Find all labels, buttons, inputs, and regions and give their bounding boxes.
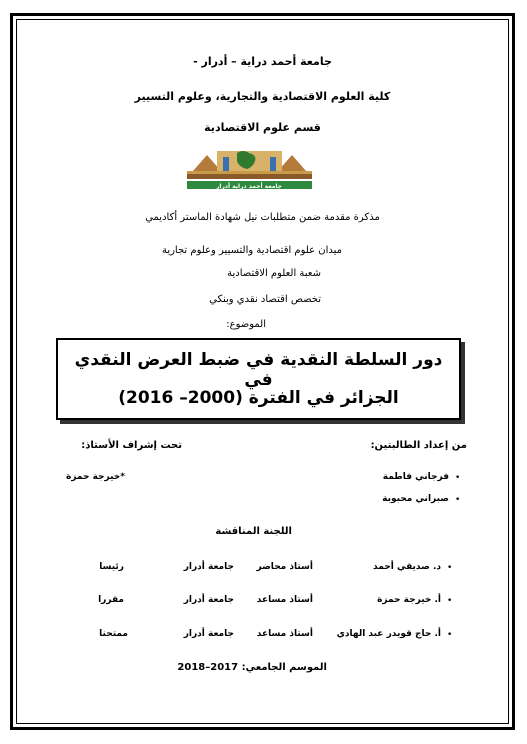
students-label: من إعداد الطالبتين:	[370, 440, 467, 451]
member-1-rank: أستاذ محاضر	[256, 562, 313, 572]
member-2-rank: أستاذ مساعد	[256, 595, 313, 605]
field-text: ميدان علوم اقتصادية والتسيير وعلوم تجارية	[161, 245, 342, 256]
academic-season: الموسم الجامعي: 2017–2018	[177, 662, 327, 673]
bullet-icon: •	[447, 596, 453, 606]
member-1-role: رئيسا	[99, 562, 124, 572]
member-2-univ: جامعة أدرار	[183, 595, 234, 605]
member-3-univ: جامعة أدرار	[183, 629, 234, 639]
bullet-icon: •	[455, 495, 461, 505]
title-line-1: دور السلطة النقدية في ضبط العرض النقدي في	[74, 350, 443, 390]
member-1-univ: جامعة أدرار	[183, 562, 234, 572]
bullet-icon: •	[447, 563, 453, 573]
bullet-icon: •	[447, 630, 453, 640]
member-3-rank: أستاذ مساعد	[256, 629, 313, 639]
memo-text: مذكرة مقدمة ضمن متطلبات نيل شهادة الماستر أكاديمي	[145, 212, 380, 223]
university-name: جامعة أحمد دراية – أدرار -	[193, 55, 332, 68]
member-3-role: ممتحنا	[99, 629, 128, 639]
subject-label: الموضوع:	[226, 319, 266, 330]
title-line-2: الجزائر في الفترة (2000– 2016)	[118, 388, 399, 408]
supervisor-label: تحت إشراف الأستاذ:	[81, 440, 182, 451]
bullet-icon: •	[455, 473, 461, 483]
faculty-name: كلية العلوم الاقتصادية والتجارية، وعلوم التسيير	[134, 90, 391, 103]
student-name-2: صبراني محبوبة	[382, 494, 449, 504]
specialty-text: تخصص اقتصاد نقدي وبنكي	[209, 294, 321, 305]
thesis-title-box	[56, 338, 461, 420]
member-3-name: أ. حاج قويدر عبد الهادي	[336, 629, 441, 639]
student-name-1: فرجاني فاطمة	[382, 472, 449, 482]
department-name: قسم علوم الاقتصادية	[204, 121, 321, 134]
logo-text: جامعة أحمد دراية أدرار	[215, 183, 283, 190]
supervisor-name: *خيرجة حمزة	[66, 472, 125, 482]
university-logo	[183, 145, 316, 191]
committee-title: اللجنة المناقشة	[215, 526, 292, 537]
member-1-name: د. صديقي أحمد	[373, 562, 441, 572]
branch-text: شعبة العلوم الاقتصادية	[227, 268, 321, 279]
member-2-role: مقررا	[98, 595, 124, 605]
member-2-name: أ. خيرجة حمزة	[377, 595, 441, 605]
